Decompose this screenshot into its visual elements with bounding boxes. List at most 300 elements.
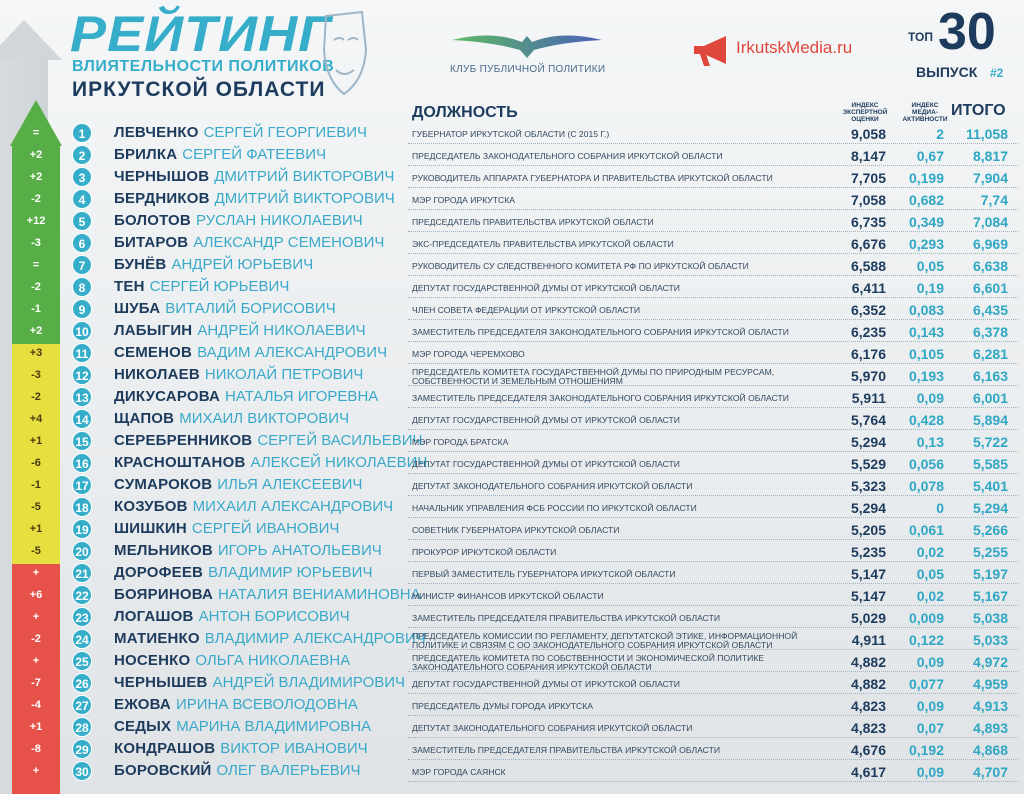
total-value: 5,401	[972, 478, 1008, 494]
position-text	[412, 235, 836, 254]
given-name: ОЛЬГА НИКОЛАЕВНА	[195, 652, 351, 669]
position-text	[412, 147, 836, 166]
surname: ЧЕРНЫШОВ	[114, 168, 210, 185]
total-value: 4,959	[972, 676, 1008, 692]
surname: СЕДЫХ	[114, 718, 172, 735]
expert-index-value: 5,235	[850, 544, 886, 560]
media-index-value: 0,09	[916, 390, 944, 406]
position-text	[412, 477, 836, 496]
rank-number-badge: 16	[72, 453, 92, 473]
expert-index-value: 6,235	[850, 324, 886, 340]
table-row	[0, 628, 1024, 650]
media-logo-text: IrkutskMedia.ru	[736, 38, 853, 57]
rank-change-label: +1	[29, 721, 43, 733]
rank-number-badge: 19	[72, 519, 92, 539]
rank-change-label: +2	[29, 171, 43, 183]
rank-number-badge: 25	[72, 651, 92, 671]
surname: ДОРОФЕЕВ	[114, 564, 204, 581]
position-label: РУКОВОДИТЕЛЬ СУ СЛЕДСТВЕННОГО КОМИТЕТА РФ ПО ИРКУТСКОЙ ОБЛАСТИ	[412, 261, 749, 271]
politician-name	[114, 520, 408, 538]
given-name: ИГОРЬ АНАТОЛЬЕВИЧ	[217, 542, 382, 559]
megaphone-icon	[692, 34, 732, 68]
surname: СУМАРОКОВ	[114, 476, 213, 493]
rank-number-badge: 10	[72, 321, 92, 341]
position-label: ПРЕДСЕДАТЕЛЬ КОМИТЕТА ПО СОБСТВЕННОСТИ И ЭКОНОМИЧЕСКОЙ ПОЛИТИКЕ ЗАКОНОДАТЕЛЬНОГО СОБРАНИЯ ИРКУТСКОЙ ОБЛАСТИ	[412, 652, 765, 672]
given-name: ДМИТРИЙ ВИКТОРОВИЧ	[214, 190, 395, 207]
total-value: 7,904	[972, 170, 1008, 186]
rank-change-label: +2	[29, 325, 43, 337]
total-value: 5,722	[972, 434, 1008, 450]
rank-number-badge: 17	[72, 475, 92, 495]
rank-number-badge: 11	[72, 343, 92, 363]
surname: ЛАБЫГИН	[114, 322, 193, 339]
position-text	[412, 565, 836, 584]
column-header-media: ИНДЕКС МЕДИА- АКТИВНОСТИ	[902, 102, 948, 123]
position-label: ПРЕДСЕДАТЕЛЬ ПРАВИТЕЛЬСТВА ИРКУТСКОЙ ОБЛАСТИ	[412, 217, 654, 227]
rank-change-label: +6	[29, 589, 43, 601]
rank-number-badge: 20	[72, 541, 92, 561]
position-label: ДЕПУТАТ ГОСУДАРСТВЕННОЙ ДУМЫ ОТ ИРКУТСКОЙ ОБЛАСТИ	[412, 459, 680, 469]
politician-name	[114, 190, 408, 208]
rank-change-label: -3	[31, 237, 41, 249]
position-text	[412, 675, 836, 694]
media-index-value: 0,09	[916, 698, 944, 714]
total-value: 11,058	[965, 126, 1008, 142]
position-label: ПРЕДСЕДАТЕЛЬ ДУМЫ ГОРОДА ИРКУТСКА	[412, 701, 593, 711]
surname: ЛОГАШОВ	[114, 608, 194, 625]
media-index-value: 0,02	[916, 544, 944, 560]
surname: БРИЛКА	[114, 146, 178, 163]
rank-change-label: +1	[29, 523, 43, 535]
eagle-logo-icon	[452, 28, 602, 60]
media-index-value: 0,193	[908, 368, 944, 384]
table-row	[0, 716, 1024, 738]
rank-change-label: -2	[31, 193, 41, 205]
surname: ТЕН	[114, 278, 145, 295]
politician-name	[114, 542, 408, 560]
expert-index-value: 5,147	[850, 566, 886, 582]
surname: НОСЕНКО	[114, 652, 191, 669]
position-text	[412, 499, 836, 518]
background-arrow-head	[0, 20, 62, 60]
total-value: 6,378	[972, 324, 1008, 340]
position-text	[412, 631, 836, 650]
table-row	[0, 496, 1024, 518]
rank-change-label: -7	[31, 677, 41, 689]
row-divider	[408, 781, 1018, 782]
total-value: 7,084	[972, 214, 1008, 230]
position-label: МЭР ГОРОДА ЧЕРЕМХОВО	[412, 349, 525, 359]
total-value: 4,913	[972, 698, 1008, 714]
total-value: 5,197	[972, 566, 1008, 582]
given-name: СЕРГЕЙ ВАСИЛЬЕВИЧ	[257, 432, 423, 449]
media-index-value: 0,682	[908, 192, 944, 208]
media-index-value: 0	[936, 500, 944, 516]
total-value: 4,972	[972, 654, 1008, 670]
media-index-value: 0,077	[908, 676, 944, 692]
position-label: ПРЕДСЕДАТЕЛЬ КОМИССИИ ПО РЕГЛАМЕНТУ, ДЕПУТАТСКОЙ ЭТИКЕ, ИНФОРМАЦИОННОЙ ПОЛИТИКЕ И СВЯЗЯМ С ОО ЗАКОНОДАТЕЛЬНОГО СОБРАНИЯ ИРКУТСКОЙ ОБЛАСТИ	[412, 630, 798, 650]
given-name: ОЛЕГ ВАЛЕРЬЕВИЧ	[216, 762, 361, 779]
given-name: АНДРЕЙ ВЛАДИМИРОВИЧ	[212, 674, 406, 691]
rank-change-label: -8	[31, 743, 41, 755]
position-label: РУКОВОДИТЕЛЬ АППАРАТА ГУБЕРНАТОРА И ПРАВИТЕЛЬСТВА ИРКУТСКОЙ ОБЛАСТИ	[412, 173, 773, 183]
surname: ЕЖОВА	[114, 696, 171, 713]
politician-name	[114, 300, 408, 318]
position-text	[412, 257, 836, 276]
given-name: ВИТАЛИЙ БОРИСОВИЧ	[165, 300, 336, 317]
table-row	[0, 738, 1024, 760]
rank-number-badge: 2	[72, 145, 92, 165]
position-text	[412, 433, 836, 452]
rank-change-label: +2	[29, 149, 43, 161]
expert-index-value: 4,882	[850, 654, 886, 670]
politician-name	[114, 762, 408, 780]
table-row	[0, 606, 1024, 628]
page-subtitle: ВЛИЯТЕЛЬНОСТИ ПОЛИТИКОВ	[72, 58, 335, 75]
surname: БИТАРОВ	[114, 234, 189, 251]
given-name: МИХАИЛ АЛЕКСАНДРОВИЧ	[192, 498, 394, 515]
total-value: 5,585	[972, 456, 1008, 472]
media-index-value: 0,67	[916, 148, 944, 164]
given-name: АНДРЕЙ ЮРЬЕВИЧ	[171, 256, 314, 273]
theatre-mask-icon	[318, 10, 370, 98]
expert-index-value: 5,911	[851, 390, 886, 406]
rank-change-label: =	[32, 127, 40, 139]
position-label: ПРЕДСЕДАТЕЛЬ ЗАКОНОДАТЕЛЬНОГО СОБРАНИЯ ИРКУТСКОЙ ОБЛАСТИ	[412, 151, 723, 161]
media-index-value: 0,009	[908, 610, 944, 626]
table-row	[0, 584, 1024, 606]
media-index-value: 0,293	[908, 236, 944, 252]
total-value: 6,601	[972, 280, 1008, 296]
rank-number-badge: 7	[72, 255, 92, 275]
given-name: АЛЕКСАНДР СЕМЕНОВИЧ	[193, 234, 385, 251]
position-label: ПРОКУРОР ИРКУТСКОЙ ОБЛАСТИ	[412, 547, 557, 557]
surname: СЕМЕНОВ	[114, 344, 193, 361]
position-text	[412, 191, 836, 210]
table-row	[0, 474, 1024, 496]
position-text	[412, 653, 836, 672]
media-index-value: 0,05	[916, 258, 944, 274]
table-row	[0, 276, 1024, 298]
rank-number-badge: 21	[72, 563, 92, 583]
expert-index-value: 6,735	[850, 214, 886, 230]
table-row	[0, 298, 1024, 320]
media-index-value: 0,199	[908, 170, 944, 186]
column-header-expert: ИНДЕКС ЭКСПЕРТНОЙ ОЦЕНКИ	[842, 102, 888, 123]
expert-index-value: 5,323	[850, 478, 886, 494]
media-index-value: 0,192	[908, 742, 944, 758]
rank-number-badge: 1	[72, 123, 92, 143]
issue-label: ВЫПУСК	[916, 64, 978, 80]
rank-number-badge: 23	[72, 607, 92, 627]
position-text	[412, 609, 836, 628]
total-value: 6,163	[972, 368, 1008, 384]
page-title: РЕЙТИНГ	[70, 6, 333, 62]
expert-index-value: 9,058	[850, 126, 886, 142]
position-label: МИНИСТР ФИНАНСОВ ИРКУТСКОЙ ОБЛАСТИ	[412, 591, 604, 601]
given-name: ДМИТРИЙ ВИКТОРОВИЧ	[214, 168, 395, 185]
surname: КОНДРАШОВ	[114, 740, 216, 757]
rank-number-badge: 3	[72, 167, 92, 187]
total-value: 5,038	[972, 610, 1008, 626]
rank-change-label: +1	[29, 435, 43, 447]
rank-change-label: +	[32, 655, 40, 667]
surname: БОЛОТОВ	[114, 212, 191, 229]
club-label: КЛУБ ПУБЛИЧНОЙ ПОЛИТИКИ	[450, 64, 606, 75]
surname: ДИКУСАРОВА	[114, 388, 221, 405]
table-row	[0, 320, 1024, 342]
rank-number-badge: 12	[72, 365, 92, 385]
surname: ШИШКИН	[114, 520, 187, 537]
position-text	[412, 763, 836, 782]
position-label: МЭР ГОРОДА САЯНСК	[412, 767, 506, 777]
table-row	[0, 254, 1024, 276]
rank-change-label: -2	[31, 633, 41, 645]
position-text	[412, 587, 836, 606]
politician-name	[114, 608, 408, 626]
given-name: ВЛАДИМИР АЛЕКСАНДРОВИЧ	[204, 630, 426, 647]
politician-name	[114, 410, 408, 428]
rank-number-badge: 9	[72, 299, 92, 319]
media-index-value: 0,122	[908, 632, 944, 648]
media-index-value: 0,09	[916, 764, 944, 780]
rank-change-label: +4	[29, 413, 43, 425]
politician-name	[114, 564, 408, 582]
position-label: ЗАМЕСТИТЕЛЬ ПРЕДСЕДАТЕЛЯ ЗАКОНОДАТЕЛЬНОГО СОБРАНИЯ ИРКУТСКОЙ ОБЛАСТИ	[412, 393, 789, 403]
total-value: 5,255	[972, 544, 1008, 560]
top-number: 30	[938, 3, 996, 61]
page-subtitle-region: ИРКУТСКОЙ ОБЛАСТИ	[72, 78, 326, 101]
expert-index-value: 5,764	[850, 412, 886, 428]
surname: БОРОВСКИЙ	[114, 762, 212, 779]
rank-number-badge: 29	[72, 739, 92, 759]
expert-index-value: 4,823	[850, 720, 886, 736]
table-row	[0, 518, 1024, 540]
rank-number-badge: 8	[72, 277, 92, 297]
expert-index-value: 6,411	[851, 280, 886, 296]
given-name: ВИКТОР ИВАНОВИЧ	[220, 740, 368, 757]
table-row	[0, 188, 1024, 210]
position-text	[412, 741, 836, 760]
rank-number-badge: 24	[72, 629, 92, 649]
expert-index-value: 5,970	[850, 368, 886, 384]
rank-change-label: -3	[31, 369, 41, 381]
table-row	[0, 232, 1024, 254]
position-text	[412, 213, 836, 232]
position-text	[412, 345, 836, 364]
expert-index-value: 5,147	[850, 588, 886, 604]
media-index-value: 0,056	[908, 456, 944, 472]
rank-change-label: -1	[31, 303, 41, 315]
media-index-value: 0,143	[908, 324, 944, 340]
surname: НИКОЛАЕВ	[114, 366, 200, 383]
surname: ЩАПОВ	[114, 410, 175, 427]
top-label: ТОП	[908, 30, 933, 44]
given-name: НИКОЛАЙ ПЕТРОВИЧ	[204, 366, 364, 383]
position-label: ЧЛЕН СОВЕТА ФЕДЕРАЦИИ ОТ ИРКУТСКОЙ ОБЛАСТИ	[412, 305, 641, 315]
expert-index-value: 4,911	[851, 632, 886, 648]
given-name: НАТАЛИЯ ВЕНИАМИНОВНА	[218, 586, 421, 603]
rank-number-badge: 18	[72, 497, 92, 517]
position-label: ДЕПУТАТ ГОСУДАРСТВЕННОЙ ДУМЫ ОТ ИРКУТСКОЙ ОБЛАСТИ	[412, 283, 680, 293]
expert-index-value: 6,352	[850, 302, 886, 318]
rank-number-badge: 22	[72, 585, 92, 605]
position-text	[412, 169, 836, 188]
media-index-value: 0,09	[916, 654, 944, 670]
surname: БОЯРИНОВА	[114, 586, 214, 603]
politician-name	[114, 454, 428, 472]
position-text	[412, 323, 836, 342]
media-index-value: 0,349	[908, 214, 944, 230]
expert-index-value: 5,294	[850, 434, 886, 450]
given-name: СЕРГЕЙ ИВАНОВИЧ	[191, 520, 340, 537]
politician-name	[114, 344, 408, 362]
total-value: 5,266	[972, 522, 1008, 538]
rank-change-label: =	[32, 259, 40, 271]
rank-number-badge: 28	[72, 717, 92, 737]
expert-index-value: 7,705	[850, 170, 886, 186]
position-text	[412, 521, 836, 540]
total-value: 4,868	[972, 742, 1008, 758]
expert-index-value: 4,676	[850, 742, 886, 758]
position-text	[412, 367, 836, 386]
total-value: 6,281	[972, 346, 1008, 362]
rank-change-label: +	[32, 765, 40, 777]
politician-name	[114, 322, 408, 340]
politician-name	[114, 432, 423, 450]
media-index-value: 0,078	[908, 478, 944, 494]
total-value: 6,001	[972, 390, 1008, 406]
table-row	[0, 342, 1024, 364]
surname: КРАСНОШТАНОВ	[114, 454, 246, 471]
surname: МЕЛЬНИКОВ	[114, 542, 213, 559]
expert-index-value: 5,205	[850, 522, 886, 538]
politician-name	[114, 278, 408, 296]
surname: ЧЕРНЫШЕВ	[114, 674, 208, 691]
media-index-value: 0,105	[908, 346, 944, 362]
column-header-position: ДОЛЖНОСТЬ	[412, 104, 518, 121]
given-name: ВЛАДИМИР ЮРЬЕВИЧ	[208, 564, 373, 581]
expert-index-value: 5,529	[850, 456, 886, 472]
table-row	[0, 694, 1024, 716]
position-text	[412, 411, 836, 430]
expert-index-value: 5,294	[850, 500, 886, 516]
surname: БЕРДНИКОВ	[114, 190, 210, 207]
politician-name	[114, 388, 408, 406]
table-row	[0, 166, 1024, 188]
politician-name	[114, 718, 408, 736]
position-label: ДЕПУТАТ ГОСУДАРСТВЕННОЙ ДУМЫ ОТ ИРКУТСКОЙ ОБЛАСТИ	[412, 679, 680, 689]
politician-name	[114, 586, 421, 604]
position-text	[412, 125, 836, 144]
position-label: ДЕПУТАТ ГОСУДАРСТВЕННОЙ ДУМЫ ОТ ИРКУТСКОЙ ОБЛАСТИ	[412, 415, 680, 425]
politician-name	[114, 146, 408, 164]
given-name: РУСЛАН НИКОЛАЕВИЧ	[195, 212, 363, 229]
surname: ШУБА	[114, 300, 161, 317]
surname: ЛЕВЧЕНКО	[114, 124, 199, 141]
rank-number-badge: 27	[72, 695, 92, 715]
rank-change-label: -1	[31, 479, 41, 491]
expert-index-value: 6,588	[850, 258, 886, 274]
rank-change-label: +	[32, 567, 40, 579]
total-value: 5,294	[972, 500, 1008, 516]
position-label: ДЕПУТАТ ЗАКОНОДАТЕЛЬНОГО СОБРАНИЯ ИРКУТСКОЙ ОБЛАСТИ	[412, 481, 693, 491]
total-value: 6,435	[972, 302, 1008, 318]
issue-number: #2	[990, 66, 1004, 80]
table-row	[0, 540, 1024, 562]
media-index-value: 0,061	[908, 522, 944, 538]
surname: МАТИЕНКО	[114, 630, 200, 647]
table-row	[0, 364, 1024, 386]
position-label: НАЧАЛЬНИК УПРАВЛЕНИЯ ФСБ РОССИИ ПО ИРКУТСКОЙ ОБЛАСТИ	[412, 503, 697, 513]
politician-name	[114, 366, 408, 384]
table-row	[0, 430, 1024, 452]
politician-name	[114, 168, 408, 186]
table-row	[0, 210, 1024, 232]
politician-name	[114, 652, 408, 670]
expert-index-value: 4,823	[850, 698, 886, 714]
table-row	[0, 122, 1024, 144]
position-label: ЗАМЕСТИТЕЛЬ ПРЕДСЕДАТЕЛЯ ПРАВИТЕЛЬСТВА ИРКУТСКОЙ ОБЛАСТИ	[412, 613, 721, 623]
politician-name	[114, 498, 408, 516]
position-text	[412, 279, 836, 298]
total-value: 4,893	[972, 720, 1008, 736]
position-text	[412, 389, 836, 408]
table-row	[0, 562, 1024, 584]
position-text	[412, 719, 836, 738]
table-row	[0, 144, 1024, 166]
position-label: ПЕРВЫЙ ЗАМЕСТИТЕЛЬ ГУБЕРНАТОРА ИРКУТСКОЙ ОБЛАСТИ	[412, 569, 676, 579]
politician-name	[114, 630, 426, 648]
rank-number-badge: 5	[72, 211, 92, 231]
position-text	[412, 697, 836, 716]
media-index-value: 0,428	[908, 412, 944, 428]
given-name: МИХАИЛ ВИКТОРОВИЧ	[179, 410, 350, 427]
rank-change-label: -6	[31, 457, 41, 469]
total-value: 5,894	[972, 412, 1008, 428]
given-name: АНДРЕЙ НИКОЛАЕВИЧ	[197, 322, 366, 339]
table-row	[0, 760, 1024, 782]
total-value: 8,817	[972, 148, 1008, 164]
expert-index-value: 6,676	[850, 236, 886, 252]
total-value: 4,707	[972, 764, 1008, 780]
total-value: 7,74	[980, 192, 1008, 208]
rank-change-label: +	[32, 611, 40, 623]
expert-index-value: 4,882	[850, 676, 886, 692]
media-index-value: 0,083	[908, 302, 944, 318]
rank-number-badge: 6	[72, 233, 92, 253]
table-row	[0, 408, 1024, 430]
rank-number-badge: 13	[72, 387, 92, 407]
rank-change-label: +12	[26, 215, 46, 227]
rank-number-badge: 15	[72, 431, 92, 451]
given-name: МАРИНА ВЛАДИМИРОВНА	[176, 718, 372, 735]
total-value: 5,033	[972, 632, 1008, 648]
media-index-value: 0,19	[916, 280, 944, 296]
media-index-value: 0,02	[916, 588, 944, 604]
rank-change-label: -5	[31, 501, 41, 513]
position-label: СОВЕТНИК ГУБЕРНАТОРА ИРКУТСКОЙ ОБЛАСТИ	[412, 525, 620, 535]
table-row	[0, 650, 1024, 672]
total-value: 5,167	[972, 588, 1008, 604]
rank-number-badge: 4	[72, 189, 92, 209]
table-row	[0, 672, 1024, 694]
rank-number-badge: 14	[72, 409, 92, 429]
given-name: СЕРГЕЙ ЮРЬЕВИЧ	[149, 278, 290, 295]
position-label: МЭР ГОРОДА БРАТСКА	[412, 437, 509, 447]
rank-number-badge: 26	[72, 673, 92, 693]
expert-index-value: 5,029	[850, 610, 886, 626]
